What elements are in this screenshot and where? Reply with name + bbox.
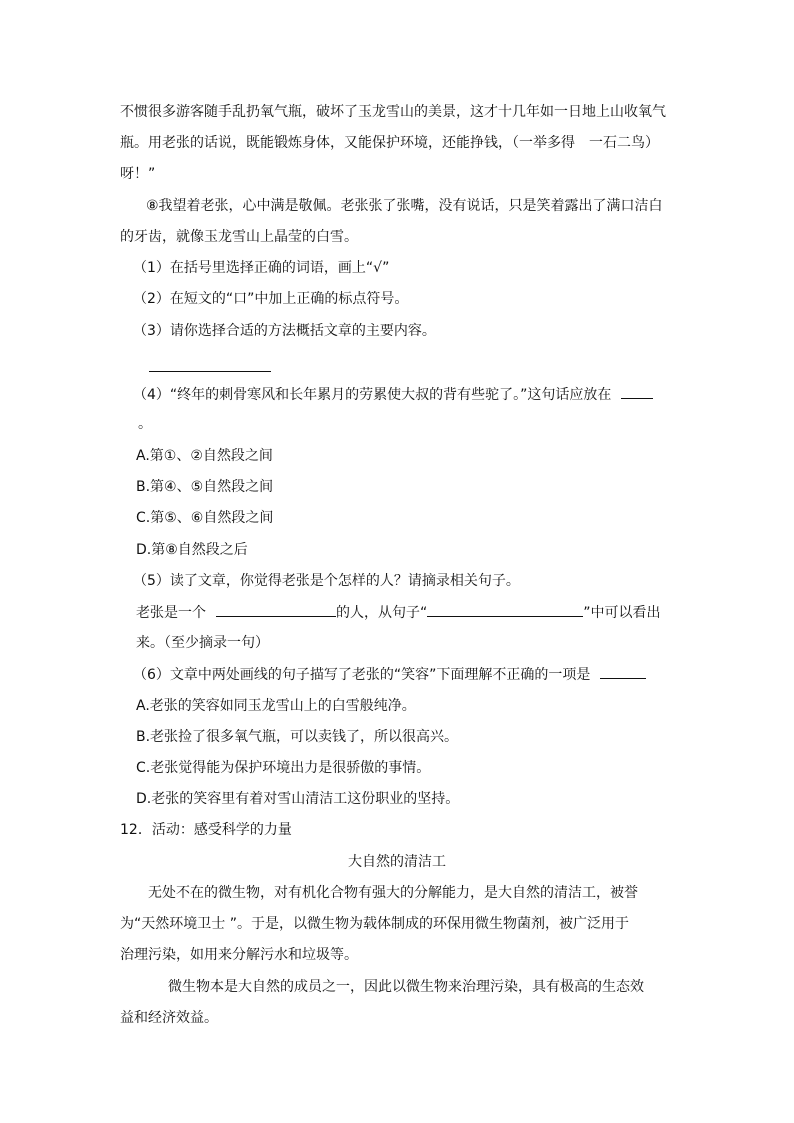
answer-blank-q3[interactable]: [149, 371, 271, 372]
q6-option-b: B.老张捡了很多氧气瓶，可以卖钱了，所以很高兴。: [136, 729, 459, 745]
section-heading: 12．活动：感受科学的力量: [120, 822, 292, 838]
question-4: [133, 384, 653, 405]
question-4-end: 。: [138, 416, 152, 432]
passage-paragraph-8: ⑧我望着老张，心中满是敬佩。老张张了张嘴，没有说话，只是笑着露出了满口洁白: [146, 198, 663, 214]
question-4-stem: （4）“终年的刺骨寒风和长年累月的劳累使大叔的背有些驼了。”这句话应放在: [133, 387, 612, 403]
q4-option-d: D.第⑧自然段之后: [136, 542, 248, 558]
q6-option-a: A.老张的笑容如同玉龙雪山上的白雪般纯净。: [136, 698, 416, 714]
article-paragraph-2-line: 益和经济效益。: [120, 1010, 218, 1026]
article-paragraph-1-line: 治理污染，如用来分解污水和垃圾等。: [120, 947, 358, 963]
q4-option-a: A.第①、②自然段之间: [136, 448, 273, 464]
passage-line: 不惯很多游客随手乱扔氧气瓶，破坏了玉龙雪山的美景，这才十几年如一日地上山收氧气: [120, 104, 666, 120]
q6-option-c: C.老张觉得能为保护环境出力是很骄傲的事情。: [136, 760, 431, 776]
question-3: （3）请你选择合适的方法概括文章的主要内容。: [133, 323, 436, 339]
answer-blank-q4[interactable]: [621, 384, 653, 399]
question-2: （2）在短文的“口”中加上正确的标点符号。: [133, 291, 409, 307]
question-6: [133, 664, 646, 685]
q5-text-b: 的人，从句子“: [336, 605, 428, 621]
article-title: 大自然的清洁工: [348, 854, 446, 870]
question-5-answer-line: [136, 602, 661, 623]
q4-option-b: B.第④、⑤自然段之间: [136, 479, 274, 495]
article-paragraph-1: 无处不在的微生物，对有机化合物有强大的分解能力，是大自然的清洁工，被誉: [148, 885, 638, 901]
q5-text-a: 老张是一个: [136, 605, 206, 621]
article-paragraph-2: 微生物本是大自然的成员之一，因此以微生物来治理污染，具有极高的生态效: [168, 979, 644, 995]
answer-blank-q5-sentence[interactable]: [427, 602, 583, 617]
question-1: （1）在括号里选择正确的词语，画上“√”: [133, 260, 390, 276]
q5-text-c: ”中可以看出: [583, 605, 661, 621]
passage-line: 瓶。用老张的话说，既能锻炼身体，又能保护环境，还能挣钱，（一举多得 一石二鸟）: [120, 135, 659, 151]
question-5: （5）读了文章，你觉得老张是个怎样的人？请摘录相关句子。: [133, 573, 520, 589]
article-paragraph-1-line: 为“天然环境卫士 ”。于是，以微生物为载体制成的环保用微生物菌剂，被广泛用于: [120, 916, 629, 932]
q6-option-d: D.老张的笑容里有着对雪山清洁工这份职业的坚持。: [136, 791, 460, 807]
q4-option-c: C.第⑤、⑥自然段之间: [136, 510, 274, 526]
answer-blank-q5-trait[interactable]: [216, 602, 336, 617]
answer-blank-q6[interactable]: [600, 664, 646, 679]
passage-line: 的牙齿，就像玉龙雪山上晶莹的白雪。: [120, 229, 358, 245]
passage-line: 呀！”: [120, 166, 156, 182]
question-5-note: 来。（至少摘录一句）: [136, 635, 269, 651]
question-6-stem: （6）文章中两处画线的句子描写了老张的“笑容”下面理解不正确的一项是: [133, 667, 591, 683]
